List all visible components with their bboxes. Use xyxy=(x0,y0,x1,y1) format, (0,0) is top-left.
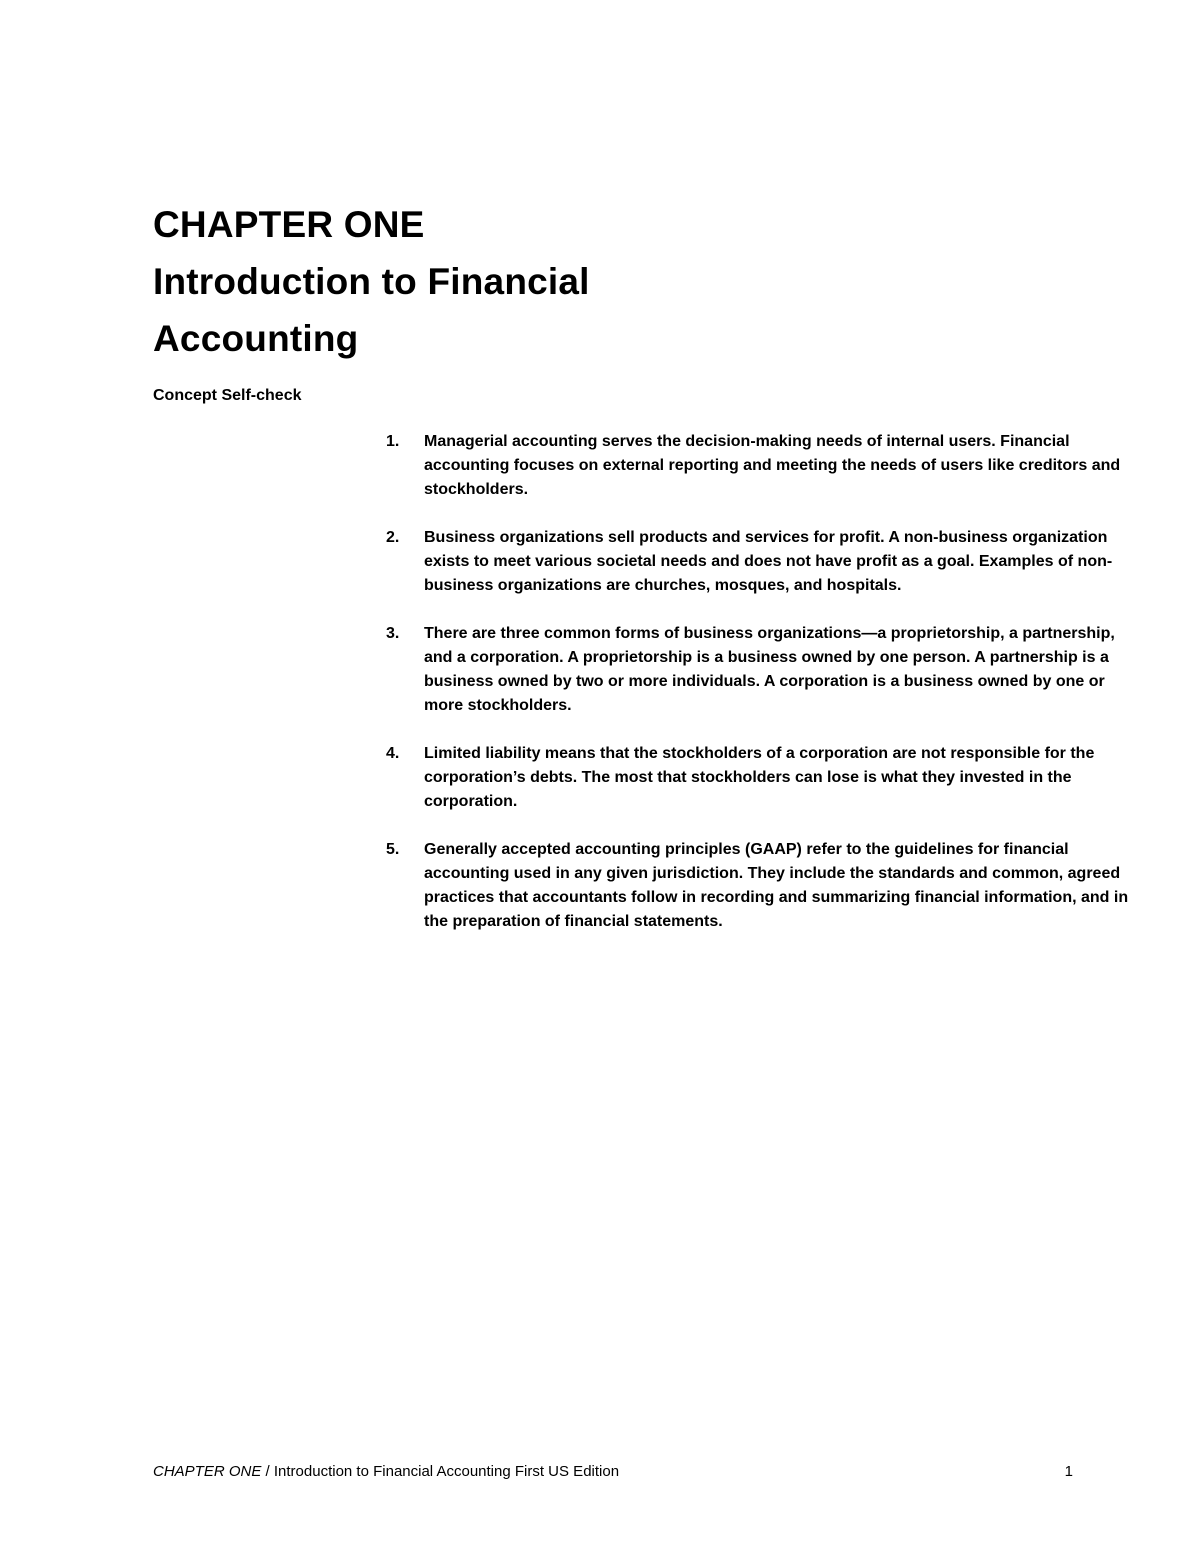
list-item-text: Managerial accounting serves the decision-making needs of internal users. Financial accounting focuses on external reporting and meeting the needs of users like creditors and stockholders. xyxy=(424,433,1121,498)
chapter-title-line-1: CHAPTER ONE xyxy=(153,204,425,245)
list-item-text: Generally accepted accounting principles (GAAP) refer to the guidelines for financial accounting used in any given jurisdiction. They include the standards and common, agreed practices that accountants follow in recording and summarizing financial information, and in the preparation of financial statements. xyxy=(424,841,1129,930)
footer-separator: / xyxy=(261,1463,274,1480)
chapter-title-line-2: Introduction to Financial xyxy=(153,261,590,302)
list-item xyxy=(386,526,1136,598)
list-item-number: 2. xyxy=(386,529,400,546)
list-item-number: 1. xyxy=(386,433,400,450)
list-item-number: 3. xyxy=(386,625,400,642)
self-check-list xyxy=(386,430,1136,958)
footer-book-title: Introduction to Financial Accounting First US Edition xyxy=(273,1463,620,1480)
page-footer xyxy=(153,1462,1073,1482)
list-item-text: There are three common forms of business organizations—a proprietorship, a partnership, and a corporation. A proprietorship is a business owned by one person. A partnership is a business owned by two or more individuals. A corporation is a business owned by one or more stockholders. xyxy=(424,625,1115,714)
chapter-title-line-3: Accounting xyxy=(153,318,359,359)
page-number: 1 xyxy=(1064,1463,1073,1480)
list-item xyxy=(386,838,1136,934)
list-item-text: Business organizations sell products and services for profit. A non-business organization exists to meet various societal needs and does not have profit as a goal. Examples of non-business organizations are churches, mosques, and hospitals. xyxy=(424,529,1113,594)
footer-chapter-label: CHAPTER ONE xyxy=(153,1463,262,1480)
list-item xyxy=(386,742,1136,814)
list-item-text: Limited liability means that the stockholders of a corporation are not responsible for the corporation’s debts. The most that stockholders can lose is what they invested in the corporation. xyxy=(424,745,1095,810)
list-item xyxy=(386,430,1136,502)
section-heading: Concept Self-check xyxy=(153,387,302,404)
list-item-number: 5. xyxy=(386,841,400,858)
list-item xyxy=(386,622,1136,718)
list-item-number: 4. xyxy=(386,745,400,762)
chapter-title xyxy=(153,196,713,367)
